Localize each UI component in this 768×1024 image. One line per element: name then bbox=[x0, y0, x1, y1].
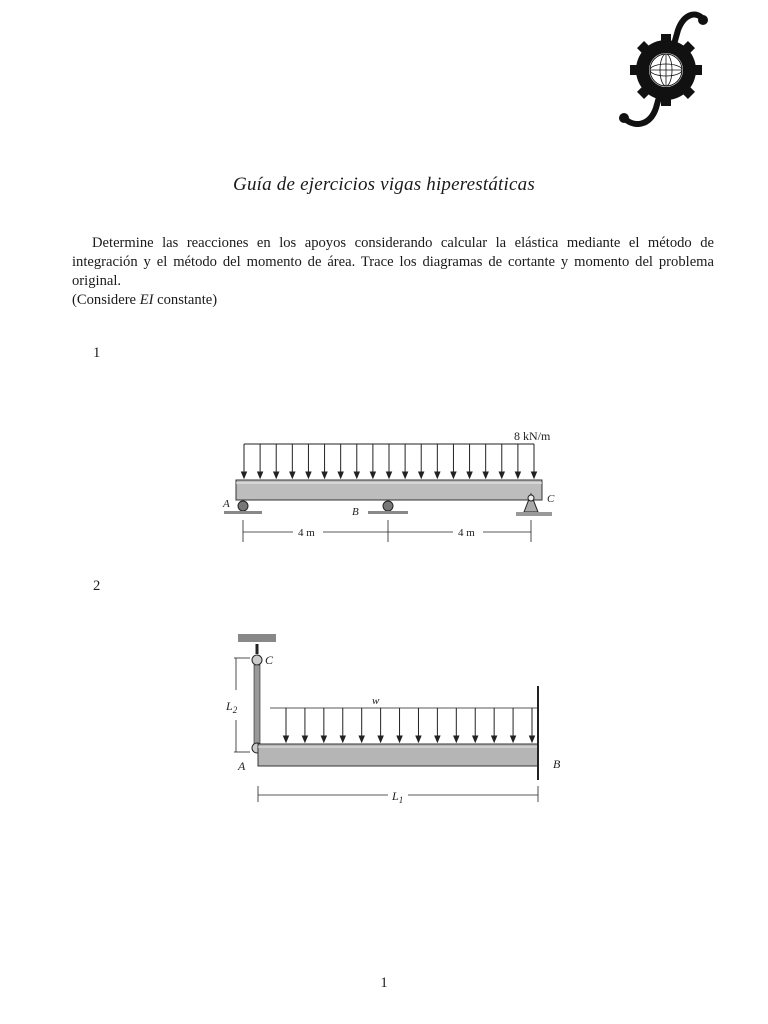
load-arrow-head bbox=[473, 736, 478, 742]
length-l1-label: $L_1$ bbox=[392, 789, 404, 805]
span-1-label: 4 m bbox=[298, 527, 315, 539]
load-arrow-head bbox=[530, 736, 535, 742]
note-variable: EI bbox=[139, 292, 154, 308]
point-a-label: A bbox=[238, 759, 246, 773]
distributed-load-arrows bbox=[242, 444, 537, 478]
pin-c bbox=[252, 655, 262, 665]
load-arrow-head bbox=[290, 472, 295, 478]
problem-1-figure bbox=[218, 420, 563, 545]
span-2-label: 4 m bbox=[458, 527, 475, 539]
page-number: 1 bbox=[380, 975, 388, 991]
gear-icon bbox=[630, 34, 702, 106]
note-prefix: (Considere bbox=[72, 292, 140, 308]
support-b-label: B bbox=[352, 506, 359, 518]
load-arrow-head bbox=[242, 472, 247, 478]
load-arrow-head bbox=[306, 472, 311, 478]
load-arrow-head bbox=[416, 736, 421, 742]
roller-b bbox=[383, 501, 393, 511]
load-arrow-head bbox=[397, 736, 402, 742]
load-arrow-head bbox=[274, 472, 279, 478]
support-c-label: C bbox=[547, 493, 555, 505]
load-arrow-head bbox=[511, 736, 516, 742]
instructions-paragraph: Determine las reacciones en los apoyos considerando calcular la elástica mediante el método de integración y el método del momento de área. Trace los diagramas de cortante y momento del problema original. bbox=[72, 235, 714, 289]
load-arrow-head bbox=[454, 736, 459, 742]
note-suffix: constante) bbox=[153, 292, 218, 308]
load-arrow-head bbox=[359, 736, 364, 742]
load-arrow-head bbox=[340, 736, 345, 742]
ground-a bbox=[224, 511, 262, 514]
load-arrow-head bbox=[515, 472, 520, 478]
school-logo bbox=[616, 8, 716, 130]
roller-a bbox=[238, 501, 248, 511]
load-arrow-head bbox=[499, 472, 504, 478]
load-arrow-head bbox=[403, 472, 408, 478]
load-arrow-head bbox=[378, 736, 383, 742]
load-arrow-head bbox=[370, 472, 375, 478]
load-arrow-head bbox=[435, 472, 440, 478]
load-arrow-head bbox=[483, 472, 488, 478]
point-b-label: B bbox=[553, 757, 561, 771]
load-arrow-head bbox=[532, 472, 537, 478]
load-arrow-head bbox=[321, 736, 326, 742]
problem-2-figure bbox=[220, 630, 580, 810]
load-label: w bbox=[372, 695, 380, 707]
load-arrow-head bbox=[258, 472, 263, 478]
load-arrow-head bbox=[451, 472, 456, 478]
load-arrow-head bbox=[387, 472, 392, 478]
load-arrow-head bbox=[492, 736, 497, 742]
ground-b bbox=[368, 511, 408, 514]
load-arrow-head bbox=[467, 472, 472, 478]
point-c-label: C bbox=[265, 653, 274, 667]
page-title: Guía de ejercicios vigas hiperestáticas bbox=[233, 174, 535, 195]
load-arrow-head bbox=[302, 736, 307, 742]
support-a-label: A bbox=[223, 498, 230, 510]
tie-rod bbox=[254, 665, 260, 745]
instructions bbox=[72, 234, 714, 310]
distributed-load-arrows bbox=[284, 708, 535, 742]
load-arrow-head bbox=[354, 472, 359, 478]
ceiling-support bbox=[238, 634, 276, 642]
load-label: 8 kN/m bbox=[514, 429, 551, 443]
load-arrow-head bbox=[338, 472, 343, 478]
problem-1-number: 1 bbox=[93, 345, 101, 361]
load-arrow-head bbox=[435, 736, 440, 742]
load-arrow-head bbox=[284, 736, 289, 742]
length-l2-label: $L_2$ bbox=[226, 699, 238, 715]
load-arrow-head bbox=[419, 472, 424, 478]
load-arrow-head bbox=[322, 472, 327, 478]
problem-2-number: 2 bbox=[93, 578, 101, 594]
instructions-note bbox=[72, 291, 714, 310]
